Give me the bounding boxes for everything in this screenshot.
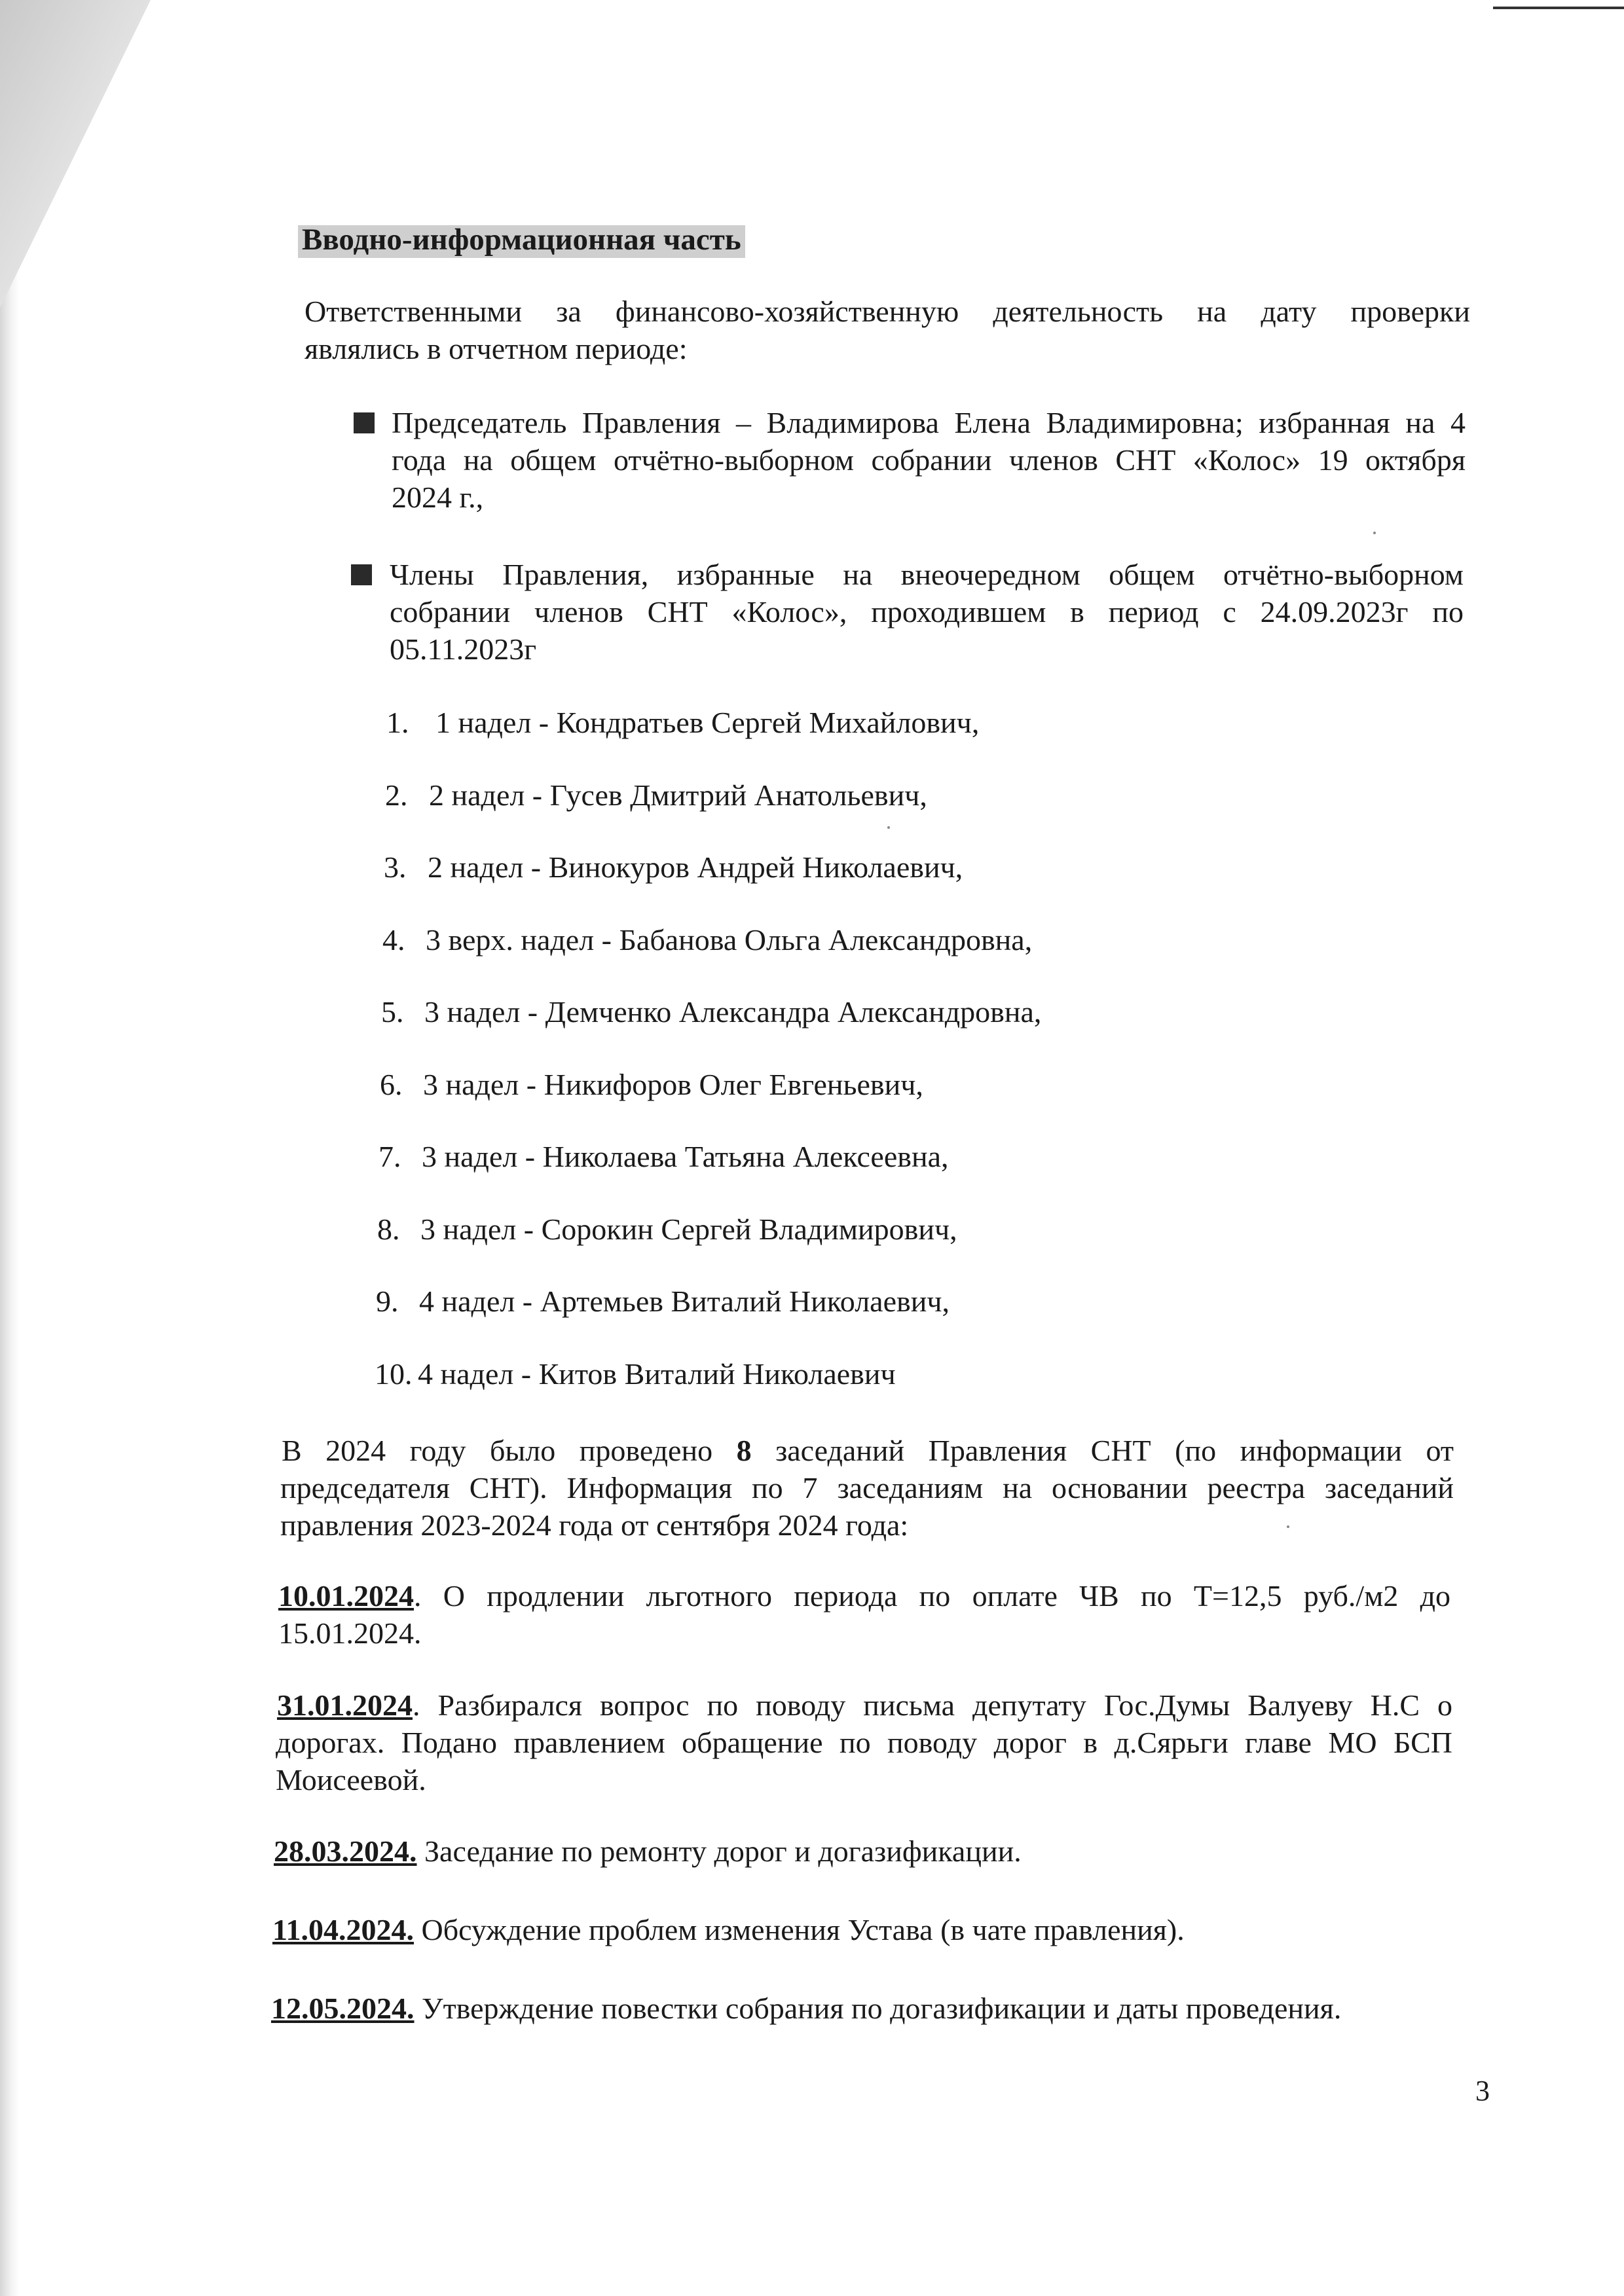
member-number: 3. — [384, 850, 407, 884]
meetings-intro-line-3: правления 2023-2024 года от сентября 2024 года: — [280, 1508, 909, 1542]
scan-corner-fold — [0, 0, 151, 308]
board-line-2: собрании членов СНТ «Колос», проходившем в период с 24.09.2023г по — [390, 595, 1464, 629]
board-line-1: Члены Правления, избранные на внеочередном общем отчётно-выборном — [390, 558, 1464, 591]
member-number: 1. — [386, 706, 409, 739]
scan-speck — [1287, 1525, 1289, 1528]
member-item: 3 надел - Демченко Александра Александровна, — [424, 995, 1042, 1029]
page-number: 3 — [1475, 2075, 1490, 2107]
scan-left-edge — [0, 0, 20, 2296]
meeting-entry-line: 10.01.2024. О продлении льготного периода по оплате ЧВ по Т=12,5 руб./м2 до — [278, 1579, 1450, 1613]
intro-line-2: являлись в отчетном периоде: — [304, 332, 688, 365]
meeting-date: 12.05.2024. — [271, 1992, 415, 2025]
meetings-intro-line-2: председателя СНТ). Информация по 7 заседаниям на основании реестра заседаний — [280, 1471, 1454, 1504]
meeting-entry-line: Моисеевой. — [276, 1763, 426, 1796]
meeting-entry-line: 31.01.2024. Разбирался вопрос по поводу письма депутату Гос.Думы Валуеву Н.С о — [277, 1688, 1452, 1722]
meeting-entry-line: 15.01.2024. — [278, 1616, 422, 1650]
meeting-entry-line: 11.04.2024. Обсуждение проблем изменения Устава (в чате правления). — [272, 1913, 1185, 1946]
member-item: 4 надел - Артемьев Виталий Николаевич, — [419, 1285, 950, 1318]
member-number: 4. — [382, 923, 405, 957]
chairman-line-2: года на общем отчётно-выборном собрании членов СНТ «Колос» 19 октября — [392, 443, 1466, 477]
member-number: 7. — [378, 1140, 401, 1173]
meeting-entry-line: 12.05.2024. Утверждение повестки собрания по догазификации и даты проведения. — [271, 1992, 1342, 2025]
member-item: 1 надел - Кондратьев Сергей Михайлович, — [435, 706, 980, 739]
member-number: 8. — [377, 1212, 400, 1246]
intro-line-1: Ответственными за финансово-хозяйственную деятельность на дату проверки — [304, 295, 1470, 328]
chairman-line-1: Председатель Правления – Владимирова Елена Владимировна; избранная на 4 — [392, 406, 1466, 439]
meeting-date: 28.03.2024. — [274, 1834, 417, 1868]
member-item: 2 надел - Гусев Дмитрий Анатольевич, — [429, 778, 927, 812]
member-number: 10. — [375, 1357, 413, 1391]
meetings-intro-line-1: В 2024 году было проведено 8 заседаний Правления СНТ (по информации от — [282, 1434, 1454, 1467]
member-item: 3 надел - Никифоров Олег Евгеньевич, — [423, 1068, 923, 1101]
meeting-date: 10.01.2024 — [278, 1579, 414, 1613]
member-number: 9. — [376, 1285, 399, 1318]
member-item: 3 надел - Сорокин Сергей Владимирович, — [420, 1212, 957, 1246]
member-number: 2. — [385, 778, 408, 812]
scan-speck — [1373, 532, 1376, 534]
scan-speck — [887, 826, 890, 829]
member-item: 3 надел - Николаева Татьяна Алексеевна, — [422, 1140, 949, 1173]
chairman-line-3: 2024 г., — [392, 481, 484, 514]
meeting-date: 11.04.2024. — [272, 1913, 414, 1946]
meeting-entry-line: 28.03.2024. Заседание по ремонту дорог и догазификации. — [274, 1834, 1022, 1868]
meeting-date: 31.01.2024 — [277, 1688, 413, 1722]
bullet-square-icon — [354, 412, 375, 433]
board-line-3: 05.11.2023г — [390, 632, 537, 666]
member-item: 2 надел - Винокуров Андрей Николаевич, — [428, 850, 963, 884]
bullet-square-icon — [351, 564, 372, 585]
member-number: 5. — [381, 995, 404, 1029]
member-item: 4 надел - Китов Виталий Николаевич — [418, 1357, 896, 1391]
scan-top-edge-mark — [1493, 7, 1624, 9]
member-item: 3 верх. надел - Бабанова Ольга Александровна, — [426, 923, 1033, 957]
section-heading: Вводно-информационная часть — [298, 221, 745, 258]
member-number: 6. — [380, 1068, 403, 1101]
meeting-entry-line: дорогах. Подано правлением обращение по поводу дорог в д.Сярьги главе МО БСП — [276, 1726, 1452, 1759]
